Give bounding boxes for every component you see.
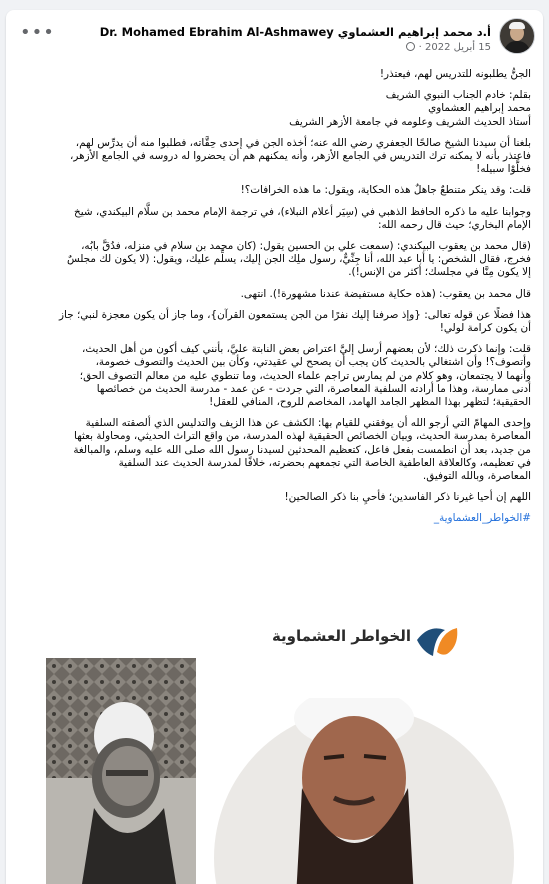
post-text-line: اللهم إن أحيا غيرنا ذكر الفاسدين؛ فأحيِ بنا ذكر الصالحين! xyxy=(284,491,531,504)
post-meta: 15 أبريل 2022 · xyxy=(403,42,491,53)
post-text-line: فخلَّوْا سبيله! xyxy=(476,163,531,176)
post-header xyxy=(6,10,543,60)
post-text-line: وأنهما لا يجتمعان، وهو كلام من لم يمارس تراجم علماء الحديث، وما تنطوي عليه من معالم التصوف الحق؛ xyxy=(79,369,531,382)
post-text-line: وجوابنا عليه ما ذكره الحافظ الذهبي في (سِيَر أعلام النبلاء)، في ترجمة الإمام محمد بن سلَّام البيكندي، شيخ xyxy=(74,205,531,218)
post-text-line: هذا فضلًا عن قوله تعالى: {وإذ صرفنا إليك نفرًا من الجن يستمعون القرآن}، وما جاز أن يكون معجزة لنبي؛ جاز xyxy=(59,308,531,321)
post-text-line: فاعتذر بأنه لا يمكنه ترك التدريس في الجامع الأزهر، وأنه يمكنهم هم أن يحضروا له دروسه في الجامع الأزهر، xyxy=(70,150,531,163)
post-text-line: إلا يكون مِنَّا في مجلسك؛ أكثر من الإنس!). xyxy=(348,266,531,279)
post-text-line: من جديد، بعد أن انطمست بفعل فاعل، كتعظيم المحدثين لسيدنا رسول الله صلى الله عليه وسلم، والمبالغة xyxy=(73,443,531,456)
post-text xyxy=(16,68,531,526)
post-text-line: أن يكون كرامة لولي! xyxy=(439,322,531,335)
post-text-line: الجنُّ يطلبونه للتدريس لهم، فيعتذر! xyxy=(379,68,531,80)
author-name[interactable]: أ.د محمد إبراهيم العشماوي Dr. Mohamed Ebrahim Al-Ashmawey xyxy=(99,25,491,39)
avatar-cap-shape xyxy=(509,22,525,29)
post-text-line: الإمام البخاري؛ حيث قال رحمه الله: xyxy=(377,218,531,231)
portrait-photo-right xyxy=(204,698,524,884)
post-date[interactable]: 15 أبريل 2022 xyxy=(425,42,491,53)
post-text-line: في تعظيمه، وكالعلاقة العاطفية الخاصة التي تجمعهم بحضرته، خلافًا لمدرسة الحديث عند السلفية xyxy=(118,456,531,469)
post-text-line: قال محمد بن يعقوب: (هذه حكاية مستفيضة عندنا مشهورة!). انتهى. xyxy=(240,287,531,300)
post-text-line: (قال محمد بن يعقوب البيكندي: (سمعت علي بن الحسين يقول: (كان محمد بن سلام في منزله، فدُقَّ بابُه، xyxy=(81,240,531,253)
post-text-line: بقلم: خادم الجناب النبوي الشريف xyxy=(385,89,531,102)
post-text-line: أستاذ الحديث الشريف وعلومه في جامعة الأزهر الشريف xyxy=(289,115,531,128)
avatar-body-shape xyxy=(504,41,530,54)
post-text-line: أدنى ممارسة، وهذا ما أرادته السلفية المعاصرة، التي جردت - عن عمد - مدرسة الحديث من خصائصها xyxy=(96,382,531,395)
brand-logo-icon xyxy=(415,622,459,658)
author-avatar[interactable] xyxy=(499,18,535,54)
more-options-icon[interactable]: ••• xyxy=(20,22,55,43)
post-text-line: قلت: وإنما ذكرت ذلك؛ لأن بعضهم أرسل إليَّ اعتراض بعض النابتة عليَّ، بأنني كيف أكون من أهل الحديث، xyxy=(82,343,531,356)
hashtag-link[interactable]: #الخواطر_العشماوية_ xyxy=(433,512,531,525)
post-text-line: المعاصرة، وبالله التوفيق. xyxy=(422,470,531,483)
post-text-line: محمد إبراهيم العشماوي xyxy=(428,102,531,115)
post-text-line: الحقيقية؛ لتظهر بهذا المظهر الجامد الهامد، المخاصم للروح، المنافي للعقل! xyxy=(209,396,531,409)
post-image[interactable] xyxy=(6,600,543,884)
post-text-line: وإحدى المهامّ التي أرجو الله أن يوفقني للقيام بها: الكشف عن هذا الزيف والتدليس الذي ألصقته السلفية xyxy=(85,417,531,430)
post-text-line: فخرج، فقال الشخص: يا أبا عبد الله، أنا جِنِّيٌّ، رسول ملِك الجن إليك، يسلِّم عليك، ويقول: (لا يكون لك مجلسٌ xyxy=(67,253,531,266)
post-card xyxy=(6,10,543,884)
post-text-line: قلت: وقد ينكر متنطعٌ جاهلٌ هذه الحكاية، ويقول: ما هذه الخرافات؟! xyxy=(240,184,531,197)
brand-text: الخواطر العشماوية xyxy=(271,627,411,645)
post-text-line: وأتصوف؟! وأن اشتغالي بالحديث كان يجب أن يصحح لي عقيدتي، وكأن بين الحديث والتصوف خصومة، xyxy=(95,356,531,369)
post-text-line: بلغنا أن سيدنا الشيخ صالحًا الجعفري رضي الله عنه؛ أخذه الجن في إحدى حِقَّاته، فطلبوا منه أن يدرِّس لهم، xyxy=(75,136,531,149)
post-text-line: المعاصرة بمدرسة الحديث، وبيان الخصائص الحقيقية لهذه المدرسة، من واقع التراث الحديثي، ومحاولة بعثها xyxy=(74,430,531,443)
